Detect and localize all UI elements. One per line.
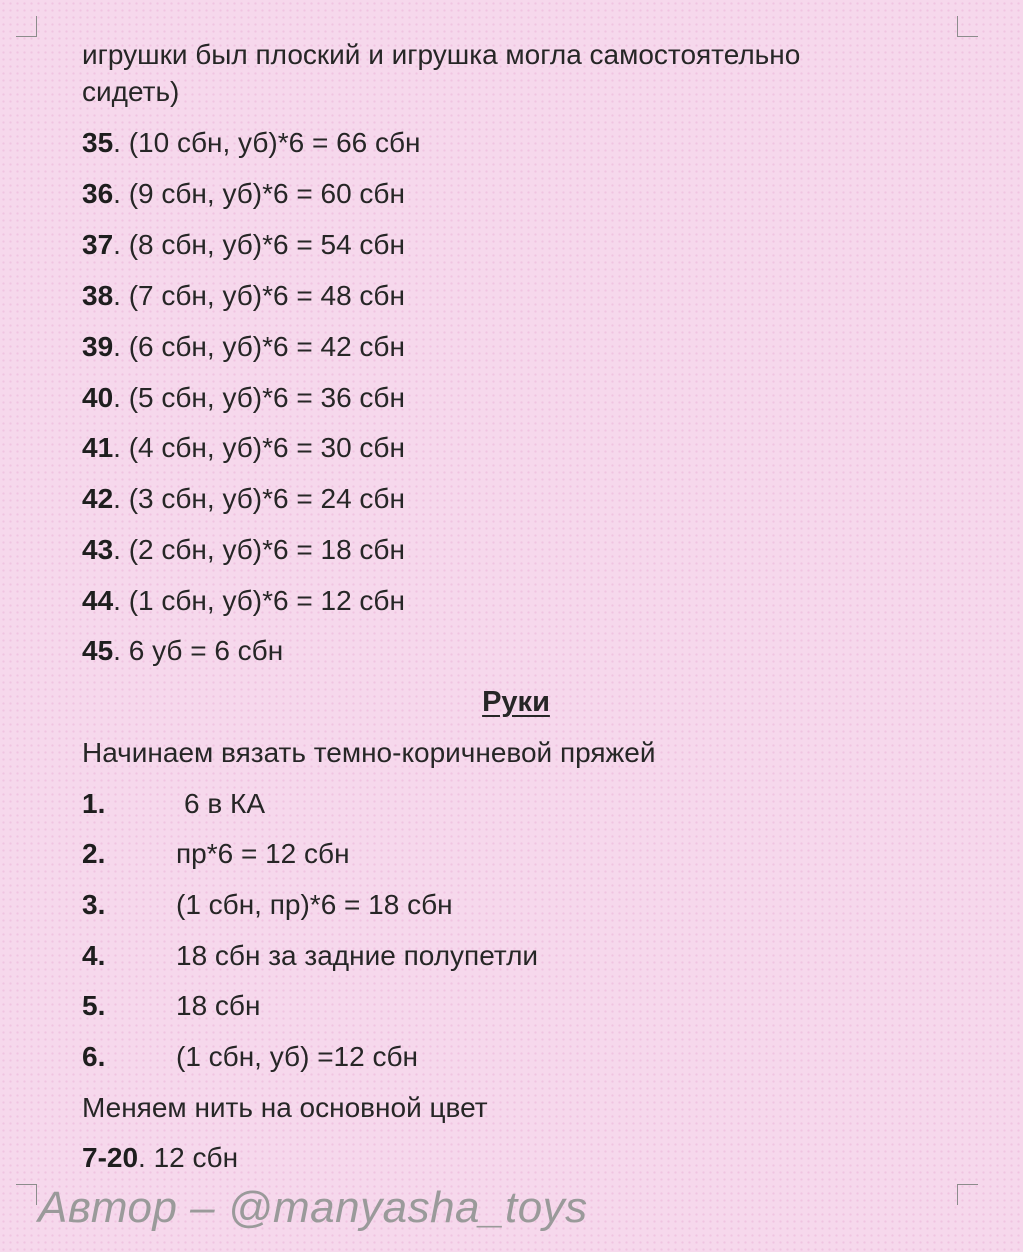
pattern-row-44 [82,584,405,618]
step-text: пр*6 = 12 сбн [176,838,350,869]
pattern-row-41 [82,431,405,465]
crop-mark-bottom-right [957,1184,978,1205]
row-number: 43 [82,534,114,565]
crop-mark-top-right [957,16,978,37]
pattern-row-35 [82,126,421,160]
step-text: (1 сбн, пр)*6 = 18 сбн [176,889,453,920]
row-number: 45 [82,635,114,666]
arms-step-4 [82,939,538,973]
arms-step-3 [82,888,453,922]
pattern-row-45 [82,634,283,668]
pattern-row-38 [82,279,405,313]
arms-step-1 [82,787,265,821]
arms-step-5 [82,989,260,1023]
arms-final-row [82,1141,238,1175]
section-heading-arms: Руки [482,686,550,718]
pattern-row-36 [82,177,405,211]
row-number: 38 [82,280,114,311]
intro-line-2: сидеть) [82,76,180,107]
row-number: 35 [82,127,114,158]
row-number: 41 [82,432,114,463]
arms-step-6 [82,1040,418,1074]
row-text: . 6 уб = 6 сбн [113,635,284,666]
row-number: 40 [82,382,114,413]
row-text: . (4 сбн, уб)*6 = 30 сбн [113,432,405,463]
row-number: 37 [82,229,114,260]
row-text: . (9 сбн, уб)*6 = 60 сбн [113,178,405,209]
step-text: 18 сбн [176,990,261,1021]
row-number: 7-20 [82,1142,139,1173]
step-number: 6. [82,1041,106,1072]
row-text: . (10 сбн, уб)*6 = 66 сбн [113,127,421,158]
row-text: . 12 сбн [138,1142,239,1173]
row-text: . (8 сбн, уб)*6 = 54 сбн [113,229,405,260]
pattern-row-37 [82,228,405,262]
row-number: 36 [82,178,114,209]
row-number: 39 [82,331,114,362]
pattern-row-43 [82,533,405,567]
row-number: 44 [82,585,114,616]
step-number: 3. [82,889,106,920]
row-text: . (7 сбн, уб)*6 = 48 сбн [113,280,405,311]
arms-start-note: Начинаем вязать темно-коричневой пряжей [82,737,656,768]
row-text: . (3 сбн, уб)*6 = 24 сбн [113,483,405,514]
step-number: 5. [82,990,106,1021]
row-number: 42 [82,483,114,514]
pattern-row-39 [82,330,405,364]
pattern-row-40 [82,381,405,415]
arms-color-change: Меняем нить на основной цвет [82,1092,488,1123]
row-text: . (1 сбн, уб)*6 = 12 сбн [113,585,405,616]
step-text: 6 в КА [184,788,265,819]
author-watermark: Автор – @manyasha_toys [38,1183,588,1232]
arms-step-2 [82,837,350,871]
crop-mark-bottom-left [16,1184,37,1205]
step-text: (1 сбн, уб) =12 сбн [176,1041,418,1072]
step-number: 4. [82,940,106,971]
step-text: 18 сбн за задние полупетли [176,940,539,971]
row-text: . (2 сбн, уб)*6 = 18 сбн [113,534,405,565]
crop-mark-top-left [16,16,37,37]
pattern-row-42 [82,482,405,516]
row-text: . (6 сбн, уб)*6 = 42 сбн [113,331,405,362]
step-number: 2. [82,838,106,869]
intro-line-1: игрушки был плоский и игрушка могла самостоятельно [82,39,801,70]
row-text: . (5 сбн, уб)*6 = 36 сбн [113,382,405,413]
step-number: 1. [82,788,106,819]
